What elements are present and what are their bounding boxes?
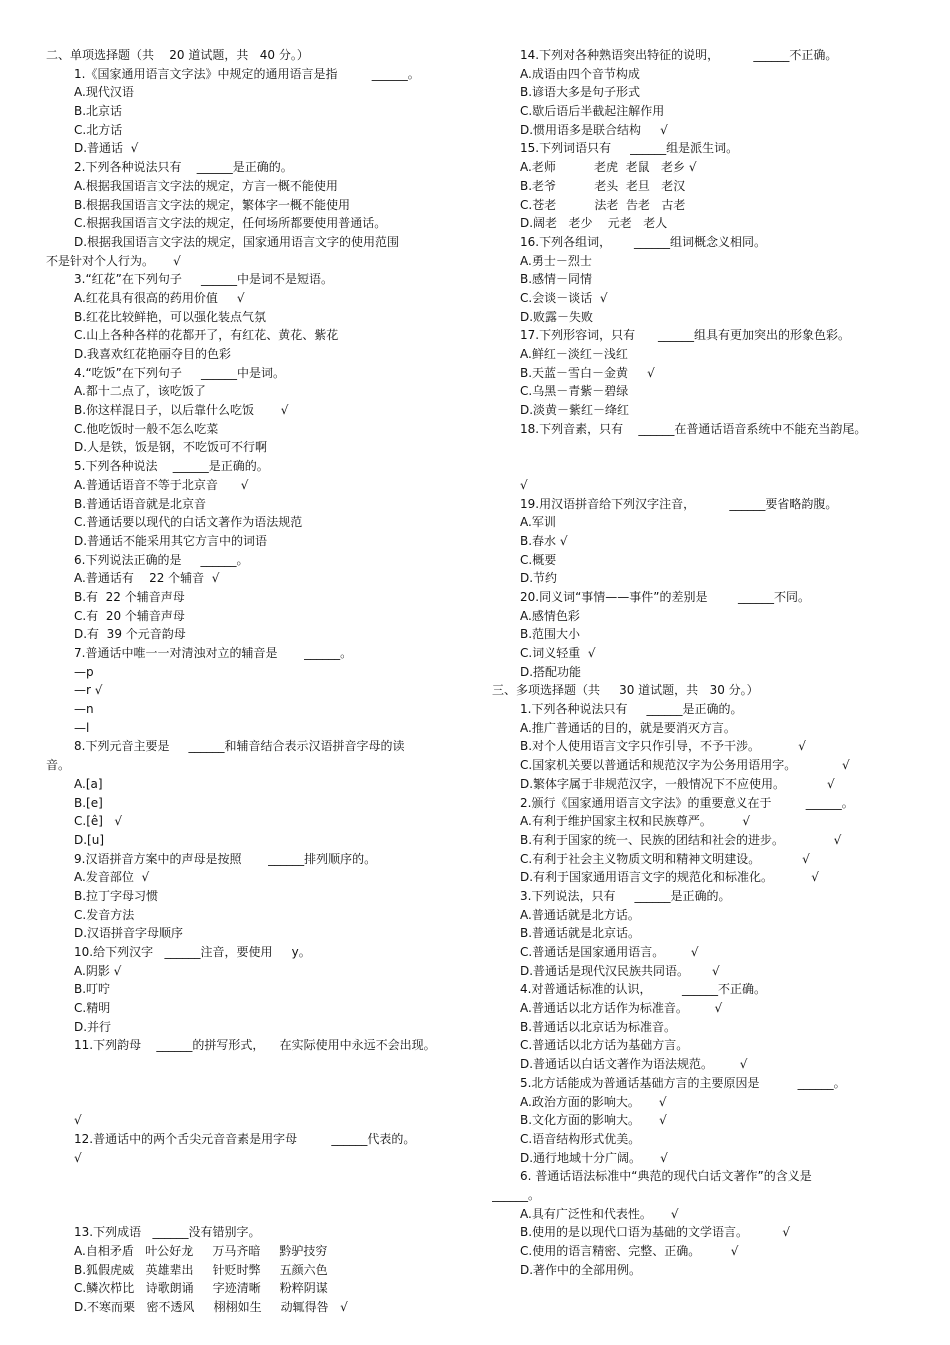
- text-line: C.[ê] √: [74, 814, 123, 829]
- text-line: B.有利于国家的统一、民族的团结和社会的进步。 √: [520, 832, 842, 847]
- text-line: A.推广普通话的目的，就是要消灭方言。: [520, 720, 736, 735]
- text-line: B.使用的是以现代口语为基础的文学语言。 √: [520, 1225, 791, 1240]
- text-line: —l: [74, 720, 90, 735]
- text-line: A.军训: [520, 515, 556, 530]
- text-line: B.文化方面的影响大。 √: [520, 1113, 667, 1128]
- text-line: B.感情－同情: [520, 272, 593, 287]
- text-line: 5.下列各种说法 ______是正确的。: [74, 459, 269, 474]
- text-line: √: [74, 1113, 82, 1128]
- text-line: D.搭配功能: [520, 664, 582, 679]
- text-line: D.有 39 个元音韵母: [74, 627, 186, 642]
- text-line: C.苍老 法老 告老 古老: [520, 197, 686, 212]
- text-line: C.普通话以北方话为基础方言。: [520, 1038, 689, 1053]
- text-line: C.语音结构形式优美。: [520, 1131, 641, 1146]
- text-line: D.败露－失败: [520, 309, 594, 324]
- text-line: C.歇后语后半截起注解作用: [520, 104, 665, 119]
- text-line: 音。: [46, 758, 71, 773]
- text-line: C.使用的语言精密、完整、正确。 √: [520, 1244, 739, 1259]
- text-line: D.普通话不能采用其它方言中的词语: [74, 533, 268, 548]
- text-line: A.阴影 √: [74, 963, 122, 978]
- text-line: C.普通话是国家通用语言。 √: [520, 945, 699, 960]
- text-line: 3.下列说法，只有 ______是正确的。: [520, 888, 731, 903]
- text-line: A.老师 老虎 老鼠 老乡 √: [520, 160, 697, 175]
- text-line: A.现代汉语: [74, 85, 134, 100]
- text-line: √: [520, 477, 528, 492]
- text-line: B.你这样混日子，以后靠什么吃饭 √: [74, 403, 289, 418]
- blank-space: [492, 438, 912, 475]
- text-line: 9.汉语拼音方案中的声母是按照 ______排列顺序的。: [74, 851, 377, 866]
- text-line: C.精明: [74, 1001, 111, 1016]
- text-line: C.北方话: [74, 122, 123, 137]
- text-line: 不是针对个人行为。 √: [46, 253, 181, 268]
- text-line: B.拉丁字母习惯: [74, 888, 159, 903]
- text-line: 11.下列韵母 ______的拼写形式， 在实际使用中永远不会出现。: [74, 1038, 436, 1053]
- text-line: C.词义轻重 √: [520, 646, 596, 661]
- text-line: D.阔老 老少 元老 老人: [520, 216, 668, 231]
- text-line: B.对个人使用语言文字只作引导，不予干涉。 √: [520, 739, 806, 754]
- text-line: B.天蓝－雪白－金黄 √: [520, 365, 655, 380]
- left-column: [46, 46, 456, 1317]
- text-line: D.通行地域十分广阔。 √: [520, 1150, 668, 1165]
- text-line: C.有 20 个辅音声母: [74, 608, 185, 623]
- text-line: D.普通话是现代汉民族共同语。 √: [520, 963, 720, 978]
- text-line: C.根据我国语言文字法的规定，任何场所都要使用普通话。: [74, 216, 387, 231]
- text-line: B.叮咛: [74, 982, 111, 997]
- text-line: B.老爷 老头 老旦 老汉: [520, 178, 686, 193]
- text-line: C.国家机关要以普通话和规范汉字为公务用语用字。 √: [520, 758, 850, 773]
- text-line: 15.下列词语只有 ______组是派生词。: [520, 141, 739, 156]
- text-line: B.狐假虎威 英雄辈出 针贬时弊 五颜六色: [74, 1262, 328, 1277]
- text-line: 4.“吃饭”在下列句子 ______中是词。: [74, 365, 285, 380]
- text-line: D.普通话以白话文著作为语法规范。 √: [520, 1057, 748, 1072]
- text-line: 20.同义词“事情——事件”的差别是 ______不同。: [520, 589, 811, 604]
- text-line: B.有 22 个辅音声母: [74, 589, 185, 604]
- text-line: D.著作中的全部用例。: [520, 1262, 642, 1277]
- text-line: —n: [74, 702, 94, 717]
- text-line: 4.对普通话标准的认识， ______不正确。: [520, 982, 766, 997]
- text-line: C.乌黑－青紫－碧绿: [520, 384, 629, 399]
- text-line: A.政治方面的影响大。 √: [520, 1094, 667, 1109]
- text-line: A.根据我国语言文字法的规定，方言一概不能使用: [74, 178, 338, 193]
- right-column: [492, 46, 912, 1279]
- blank-space: [46, 1055, 456, 1111]
- text-line: C.概要: [520, 552, 557, 567]
- text-line: 16.下列各组词， ______组词概念义相同。: [520, 234, 766, 249]
- text-line: ______。: [492, 1187, 541, 1202]
- text-line: 7.普通话中唯一一对清浊对立的辅音是 ______。: [74, 646, 353, 660]
- text-line: 10.给下列汉字 ______注音，要使用 y。: [74, 945, 311, 959]
- text-line: B.普通话就是北京话。: [520, 926, 641, 941]
- text-line: 14.下列对各种熟语突出特征的说明， ______不正确。: [520, 48, 838, 62]
- text-line: A.[a]: [74, 776, 103, 791]
- text-line: A.普通话语音不等于北京音 √: [74, 477, 249, 492]
- text-line: A.普通话就是北方话。: [520, 907, 640, 922]
- text-line: D.人是铁，饭是钢，不吃饭可不行啊: [74, 440, 268, 455]
- text-line: D.我喜欢红花艳丽夺目的色彩: [74, 347, 232, 361]
- text-line: 12.普通话中的两个舌尖元音音素是用字母 ______代表的。: [74, 1131, 416, 1146]
- text-line: B.北京话: [74, 104, 123, 119]
- text-line: 3.“红花”在下列句子 ______中是词不是短语。: [74, 272, 333, 287]
- text-line: B.范围大小: [520, 627, 581, 642]
- text-line: 17.下列形容词，只有 ______组具有更加突出的形象色彩。: [520, 328, 850, 343]
- text-line: 1.《国家通用语言文字法》中规定的通用语言是指 ______。: [74, 66, 420, 81]
- text-line: —r √: [74, 683, 103, 698]
- text-line: A.发音部位 √: [74, 870, 150, 885]
- text-line: A.成语由四个音节构成: [520, 66, 640, 81]
- text-line: √: [74, 1150, 82, 1165]
- text-line: B.谚语大多是句子形式: [520, 85, 641, 100]
- text-line: 19.用汉语拼音给下列汉字注音， ______要省略韵腹。: [520, 496, 838, 511]
- text-line: C.发音方法: [74, 907, 135, 922]
- text-line: D.有利于国家通用语言文字的规范化和标准化。 √: [520, 870, 819, 885]
- text-line: C.有利于社会主义物质文明和精神文明建设。 √: [520, 851, 810, 866]
- text-line: 2.颁行《国家通用语言文字法》的重要意义在于 ______。: [520, 795, 854, 810]
- text-line: —p: [74, 664, 94, 679]
- text-line: 1.下列各种说法只有 ______是正确的。: [520, 702, 743, 717]
- text-line: D.不寒而栗 密不透风 栩栩如生 动辄得咎 √: [74, 1300, 348, 1315]
- text-line: 13.下列成语 ______没有错别字。: [74, 1225, 261, 1240]
- text-line: D.淡黄－紫红－绛红: [520, 403, 630, 418]
- text-line: 18.下列音素，只有 ______在普通话语音系统中不能充当韵尾。: [520, 421, 867, 436]
- text-line: D.根据我国语言文字法的规定，国家通用语言文字的使用范围: [74, 234, 400, 249]
- text-line: C.山上各种各样的花都开了，有红花、黄花、紫花: [74, 328, 339, 343]
- text-line: D.惯用语多是联合结构 √: [520, 122, 668, 137]
- text-line: 三、多项选择题（共 30 道试题，共 30 分。）: [492, 683, 759, 698]
- text-line: D.[u]: [74, 832, 105, 847]
- text-line: A.普通话以北方话作为标准音。 √: [520, 1001, 723, 1016]
- text-line: B.普通话以北京话为标准音。: [520, 1019, 677, 1034]
- text-line: C.他吃饭时一般不怎么吃菜: [74, 421, 219, 436]
- text-line: A.自相矛盾 叶公好龙 万马齐暗 黔驴技穷: [74, 1244, 328, 1259]
- text-line: 6.下列说法正确的是 ______。: [74, 552, 249, 567]
- text-line: D.汉语拼音字母顺序: [74, 926, 184, 941]
- text-line: B.[e]: [74, 795, 103, 810]
- text-line: A.鲜红－淡红－浅红: [520, 347, 628, 361]
- text-line: D.普通话 √: [74, 141, 139, 156]
- text-line: C.普通话要以现代的白话文著作为语法规范: [74, 515, 303, 530]
- blank-space: [46, 1167, 456, 1223]
- text-line: A.感情色彩: [520, 608, 580, 623]
- text-line: 6. 普通话语法标准中“典范的现代白话文著作”的含义是: [520, 1169, 812, 1184]
- text-line: C.鳞次栉比 诗歌朗诵 字迹清晰 粉粹阴谋: [74, 1281, 328, 1296]
- text-line: B.红花比较鲜艳，可以强化装点气氛: [74, 309, 267, 324]
- text-line: B.根据我国语言文字法的规定，繁体字一概不能使用: [74, 197, 351, 212]
- text-line: D.节约: [520, 571, 558, 586]
- text-line: 2.下列各种说法只有 ______是正确的。: [74, 160, 293, 175]
- text-line: A.有利于维护国家主权和民族尊严。 √: [520, 814, 750, 829]
- text-line: D.并行: [74, 1019, 112, 1034]
- text-line: 5.北方话能成为普通话基础方言的主要原因是 ______。: [520, 1075, 846, 1090]
- text-line: D.繁体字属于非规范汉字，一般情况下不应使用。 √: [520, 776, 835, 791]
- text-line: A.勇士－烈士: [520, 253, 592, 268]
- text-line: A.普通话有 22 个辅音 √: [74, 571, 220, 586]
- text-line: 8.下列元音主要是 ______和辅音结合表示汉语拼音字母的读: [74, 739, 405, 754]
- text-line: A.红花具有很高的药用价值 √: [74, 290, 245, 305]
- text-line: A.都十二点了，该吃饭了: [74, 384, 206, 399]
- text-line: B.普通话语音就是北京音: [74, 496, 207, 511]
- text-line: B.春水 √: [520, 533, 568, 548]
- text-line: C.会谈－谈话 √: [520, 290, 608, 305]
- text-line: 二、单项选择题（共 20 道试题，共 40 分。）: [46, 48, 309, 62]
- text-line: A.具有广泛性和代表性。 √: [520, 1206, 679, 1221]
